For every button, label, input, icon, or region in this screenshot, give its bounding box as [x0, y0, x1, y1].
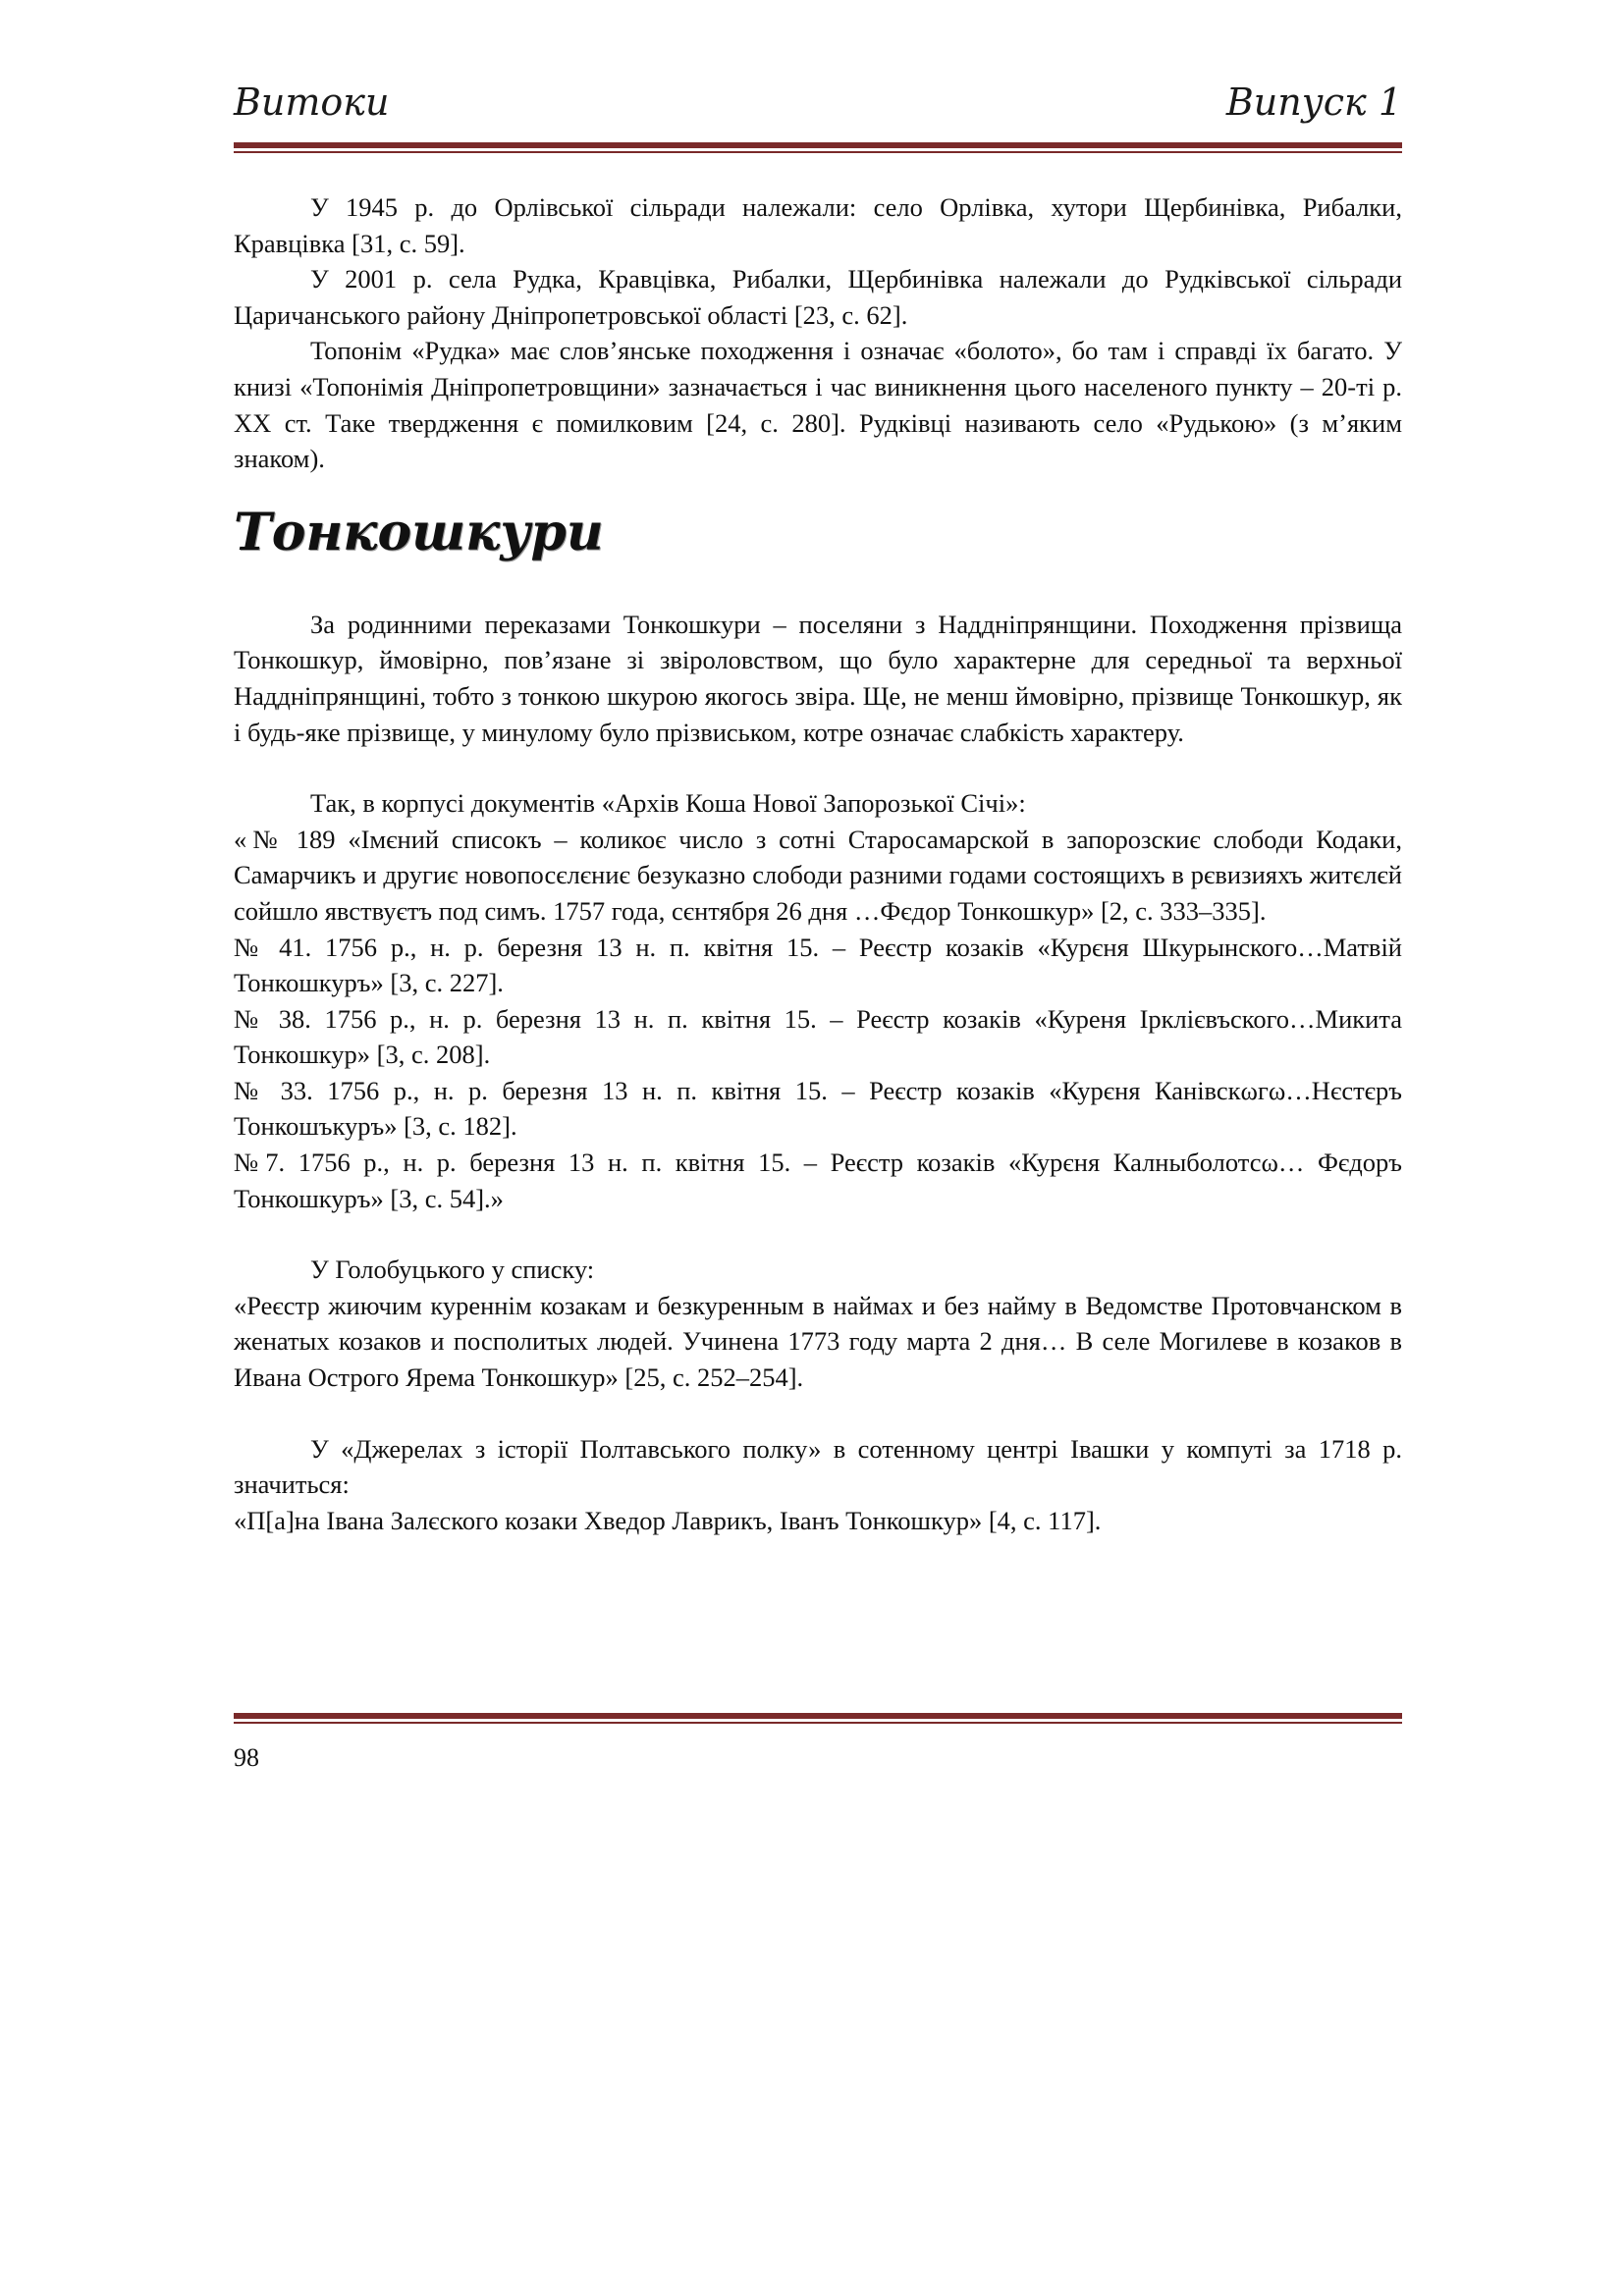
- paragraph: У 2001 р. села Рудка, Кравцівка, Рибалки, Щербинівка належали до Рудківської сільради Царичанського району Дніпропетровської області [23, с. 62].: [234, 264, 1402, 330]
- paragraph: За родинними переказами Тонкошкури – поселяни з Наддніпрянщини. Походження прізвища Тонкошкур, ймовірно, пов’язане зі звіроловством, що було характерне для середньої та верхньої Наддніпрянщині, тобто з тонкою шкурою якогось звіра. Ще, не менш ймовірно, прізвище Тонкошкур, як і будь-яке прізвище, у минулому було прізвиськом, котре означає слабкість характеру.: [234, 609, 1402, 747]
- poltava-quote: «П[а]на Івана Залєского козаки Хведор Лаврикъ, Іванъ Тонкошкур» [4, с. 117].: [234, 1505, 1102, 1535]
- archive-intro: Так, в корпусі документів «Архів Коша Нової Запорозької Січі»:: [310, 788, 1026, 819]
- archive-entry: № 33. 1756 р., н. р. березня 13 н. п. квітня 15. – Реєстр козаків «Курєня Канівскωгω…Нєстєръ Тонкошъкуръ» [3, с. 182].: [234, 1075, 1402, 1142]
- golobutsky-intro: У Голобуцького у списку:: [310, 1255, 595, 1285]
- body-text: [234, 189, 1402, 1538]
- archive-entry: № 38. 1756 р., н. р. березня 13 н. п. квітня 15. – Реєстр козаків «Куреня Ірклієвъского…Микита Тонкошкур» [3, с. 208].: [234, 1003, 1402, 1070]
- running-header: [234, 80, 1402, 130]
- section-heading: Тонкошкури: [234, 502, 604, 562]
- issue-label: Випуск 1: [1225, 80, 1402, 124]
- archive-entry: «№ 189 «Імєний списокъ – коликоє число з сотні Старосамарской в запорозскиє слободи Кодаки, Самарчикъ и другиє новопосєлєниє безуказно слободи разними годами состоящихъ в рєвизияхъ житєлєй сойшло явствуєтъ под симъ. 1757 года, сєнтября 26 дня …Фєдор Тонкошкур» [2, с. 333–335].: [234, 824, 1402, 926]
- paragraph: У 1945 р. до Орлівської сільради належали: село Орлівка, хутори Щербинівка, Рибалки, Кравцівка [31, с. 59].: [234, 192, 1402, 258]
- poltava-intro: У «Джерелах з історії Полтавського полку» в сотенному центрі Івашки у компуті за 1718 р. значиться:: [234, 1433, 1402, 1500]
- paragraph: Топонім «Рудка» має слов’янське походження і означає «болото», бо там і справді їх багато. У книзі «Топонімія Дніпропетровщини» зазначається і час виникнення цього населеного пункту – 20-ті р. ХХ ст. Таке твердження є помилковим [24, с. 280]. Рудківці називають село «Рудькою» (з м’яким знаком).: [234, 336, 1402, 474]
- archive-entry: №7. 1756 р., н. р. березня 13 н. п. квітня 15. – Реєстр козаків «Курєня Калныболотсω… Фєдоръ Тонкошкуръ» [3, с. 54].»: [234, 1148, 1402, 1213]
- header-rule: [234, 142, 1402, 153]
- footer-rule: [234, 1713, 1402, 1724]
- page-number: 98: [234, 1743, 259, 1772]
- archive-entry: № 41. 1756 р., н. р. березня 13 н. п. квітня 15. – Реєстр козаків «Курєня Шкурынского…Матвій Тонкошкуръ» [3, с. 227].: [234, 932, 1402, 998]
- golobutsky-quote: «Реєстр жиючим куреннім козакам и безкуренным в наймах и без найму в Ведомстве Протовчанском в женатых козаков и посполитых людей. Учинена 1773 году марта 2 дня… В селе Могилеве в козаков в Ивана Острого Ярема Тонкошкур» [25, с. 252–254].: [234, 1290, 1402, 1393]
- journal-title: Витоки: [234, 80, 390, 124]
